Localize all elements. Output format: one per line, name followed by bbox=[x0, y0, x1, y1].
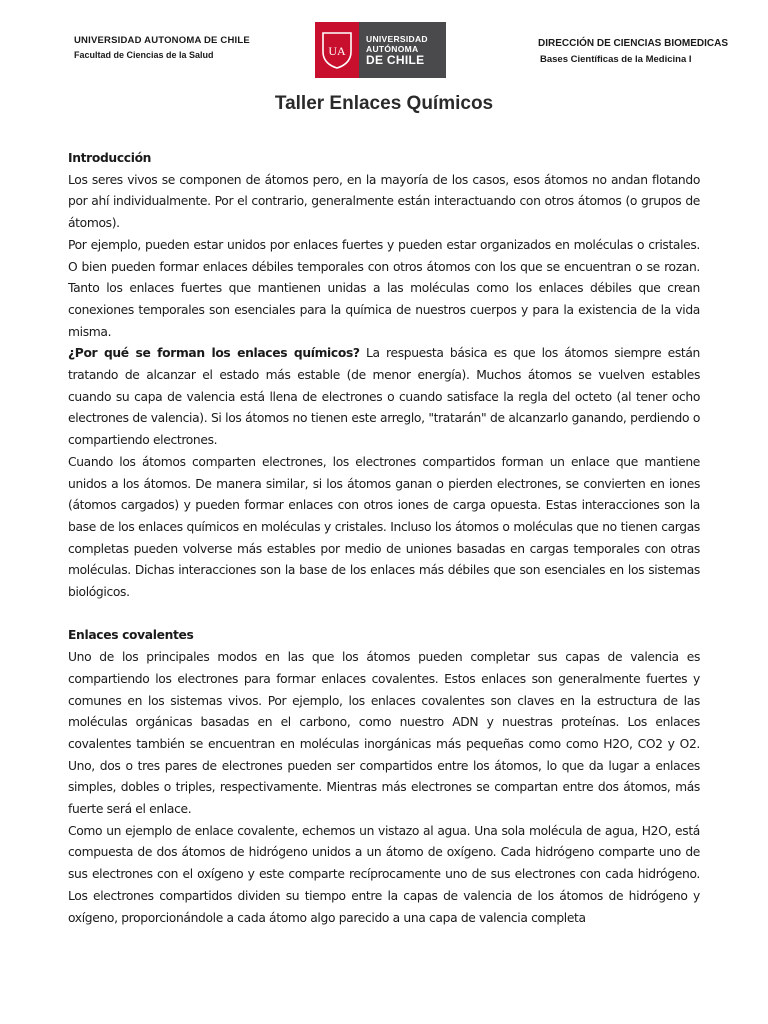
logo-mark bbox=[315, 22, 359, 78]
university-logo bbox=[315, 22, 446, 78]
department-name: DIRECCIÓN DE CIENCIAS BIOMEDICAS bbox=[537, 38, 728, 49]
document-title: Taller Enlaces Químicos bbox=[274, 93, 494, 114]
intro-heading: Introducción bbox=[68, 151, 152, 165]
answer-text: La respuesta básica es que los átomos siempre están tratando de alcanzar el estado más estable (de menor energía). Muchos átomos se vuelven estables cuando su capa de valencia está llena de electrones o cuando satisface la regla del octeto (al tener ocho electrones de valencia). Si los átomos no tienen este arreglo, "tratarán" de alcanzarlo ganando, perdiendo o compartiendo electrones. bbox=[68, 346, 700, 448]
logo-line1: UNIVERSIDAD bbox=[366, 33, 428, 44]
logo-wordmark bbox=[359, 22, 446, 78]
intro-paragraph-4: Cuando los átomos comparten electrones, los electrones compartidos forman un enlace que mantiene unidos a los átomos. De manera similar, si los átomos ganan o pierden electrones, se convierten en iones (átomos cargados) y pueden formar enlaces con otros iones de carga opuesta. Estas interacciones son la base de los enlaces químicos en moléculas y cristales. Incluso los átomos o moléculas que no tienen cargas completas pueden volverse más estables por medio de uniones basadas en cargas temporales con otras moléculas. Dichas interacciones son la base de los enlaces más débiles que son esenciales en los sistemas biológicos. bbox=[68, 454, 700, 600]
document-body bbox=[68, 148, 700, 929]
covalent-heading: Enlaces covalentes bbox=[68, 628, 194, 643]
intro-paragraph-1: Los seres vivos se componen de átomos pero, en la mayoría de los casos, esos átomos no andan flotando por ahí individualmente. Por el contrario, generalmente están interactuando con otros átomos (o grupos de átomos). bbox=[68, 172, 700, 231]
logo-line3: DE CHILE bbox=[366, 52, 425, 67]
header-institution bbox=[74, 34, 250, 62]
faculty-name: Facultad de Ciencias de la Salud bbox=[74, 50, 214, 60]
intro-paragraph-2: Por ejemplo, pueden estar unidos por enlaces fuertes y pueden estar organizados en moléculas o cristales. O bien pueden formar enlaces débiles temporales con otros átomos con los que se encuentran o se rozan. Tanto los enlaces fuertes que mantienen unidas a las moléculas como los enlaces débiles que crean conexiones temporales son esenciales para la química de nuestros cuerpos y para la existencia de la vida misma. bbox=[68, 237, 700, 339]
svg-text:UA: UA bbox=[328, 44, 346, 58]
covalent-paragraph-2: Como un ejemplo de enlace covalente, echemos un vistazo al agua. Una sola molécula de agua, H2O, está compuesta de dos átomos de hidrógeno unidos a un átomo de oxígeno. Cada hidrógeno comparte uno de sus electrones con el oxígeno y este comparte recíprocamente uno de sus electrones con cada hidrógeno. Los electrones compartidos dividen su tiempo entre la capas de valencia de los átomos de hidrógeno y oxígeno, proporcionándole a cada átomo algo parecido a una capa de valencia completa bbox=[68, 823, 700, 925]
shield-icon bbox=[320, 30, 354, 70]
header-department bbox=[538, 36, 728, 68]
university-name: UNIVERSIDAD AUTONOMA DE CHILE bbox=[74, 35, 250, 46]
section-spacer bbox=[68, 604, 700, 626]
intro-paragraph-3 bbox=[68, 343, 700, 452]
logo-line2: AUTÓNOMA bbox=[366, 43, 419, 54]
question-text: ¿Por qué se forman los enlaces químicos? bbox=[68, 346, 360, 361]
course-name: Bases Científicas de la Medicina I bbox=[539, 54, 692, 65]
page-header bbox=[0, 0, 768, 90]
covalent-paragraph-1: Uno de los principales modos en las que los átomos pueden completar sus capas de valencia es compartiendo los electrones para formar enlaces covalentes. Estos enlaces son generalmente fuertes y comunes en los sistemas vivos. Por ejemplo, los enlaces covalentes son claves en la estructura de las moléculas orgánicas basadas en el carbono, como nuestro ADN y nuestras proteínas. Los enlaces covalentes también se encuentran en moléculas inorgánicas más pequeñas como como H2O, CO2 y O2. Uno, dos o tres pares de electrones pueden ser compartidos entre los átomos, lo que da lugar a enlaces simples, dobles o triples, respectivamente. Mientras más electrones se compartan entre dos átomos, más fuerte será el enlace. bbox=[68, 650, 700, 817]
